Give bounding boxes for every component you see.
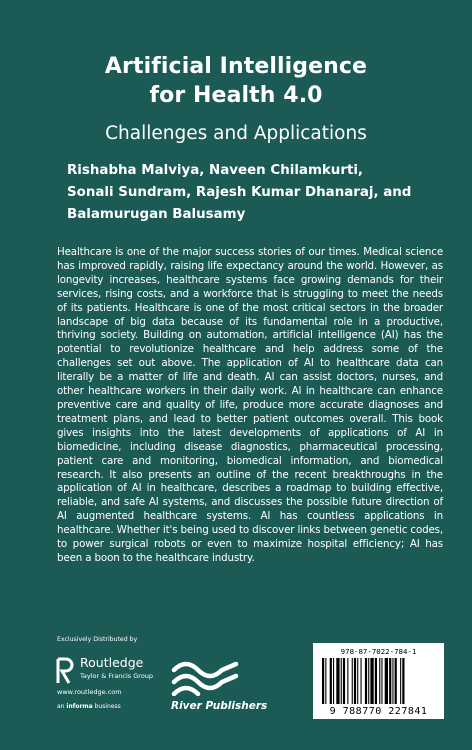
barcode-bar: [368, 658, 369, 704]
informa-suffix: business: [92, 703, 121, 710]
distributor-note: Exclusively Distributed by: [57, 636, 138, 643]
barcode-bar: [370, 658, 373, 704]
barcode-bar: [389, 658, 391, 704]
river-wave-logo-icon: [168, 656, 244, 696]
book-subtitle: Challenges and Applications: [105, 123, 367, 144]
river-publishers-name: River Publishers: [171, 700, 268, 712]
informa-prefix: an: [57, 703, 67, 710]
isbn-barcode: [313, 643, 444, 719]
barcode-bar: [400, 658, 401, 704]
barcode-bar: [385, 658, 388, 704]
informa-name: informa: [66, 703, 93, 710]
barcode-bar: [325, 658, 326, 704]
barcode-bar: [341, 658, 342, 704]
author-line-3: Balamurugan Balusamy: [67, 207, 246, 222]
routledge-name: Routledge: [80, 655, 144, 670]
barcode-bar: [336, 658, 339, 704]
barcode-bar: [375, 658, 377, 704]
informa-business-note: [57, 703, 121, 710]
barcode-bar: [322, 658, 324, 704]
routledge-r-logo-icon: [55, 655, 75, 687]
book-description: Healthcare is one of the major success stories of our times. Medical science has improved rapidly, raising life expectancy around the world. However, as longevity increases, healthcare systems face growing demands for their services, rising costs, and a workforce that is struggling to meet the needs of its patients. Healthcare is one of the most critical sectors in the broader landscape of big data because of its fundamental role in a productive, thriving society. Building on automation, artificial intelligence (AI) has the potential to revolutionize healthcare and help address some of the challenges set out above. The application of AI to healthcare data can literally be a matter of life and death. AI can assist doctors, nurses, and other healthcare workers in their daily work. AI in healthcare can enhance preventive care and quality of life, produce more accurate diagnoses and treatment plans, and lead to better patient outcomes overall. This book gives insights into the latest developments of applications of AI in biomedicine, including disease diagnostics, pharmaceutical processing, patient care and monitoring, biomedical information, and biomedical research. It also presents an outline of the recent breakthroughs in the application of AI in healthcare, describes a roadmap to building effective, reliable, and safe AI systems, and discusses the possible future direction of AI augmented healthcare systems. AI has countless applications in healthcare. Whether it's being used to discover links between genetic codes, to power surgical robots or even to maximize hospital efficiency; AI has been a boon to the healthcare industry.: [57, 246, 443, 564]
barcode-bar: [395, 658, 397, 704]
author-line-1: Rishabha Malviya, Naveen Chilamkurti,: [67, 163, 364, 178]
barcode-bars: [322, 658, 435, 704]
barcode-bar: [343, 658, 345, 704]
taylor-francis-group: Taylor & Francis Group: [80, 672, 154, 680]
title-line-2: for Health 4.0: [149, 83, 323, 108]
barcode-bar: [354, 658, 356, 704]
barcode-bar: [352, 658, 353, 704]
book-title: [0, 52, 472, 110]
barcode-bar: [347, 658, 348, 704]
title-line-1: Artificial Intelligence: [104, 54, 368, 79]
barcode-bar: [381, 658, 382, 704]
barcode-bar: [402, 658, 404, 704]
routledge-website: www.routledge.com: [57, 688, 122, 696]
barcode-bar: [392, 658, 393, 704]
barcode-bar: [357, 658, 358, 704]
barcode-bar: [333, 658, 334, 704]
barcode-bar: [361, 658, 362, 704]
author-line-2: Sonali Sundram, Rajesh Kumar Dhanaraj, and: [67, 185, 412, 200]
isbn-number: 978-87-7022-784-1: [340, 647, 417, 656]
barcode-bar: [365, 658, 367, 704]
author-list: [67, 160, 447, 226]
barcode-bar: [330, 658, 332, 704]
barcode-bar: [379, 658, 380, 704]
barcode-digits: 9 788770 227841: [329, 706, 428, 717]
